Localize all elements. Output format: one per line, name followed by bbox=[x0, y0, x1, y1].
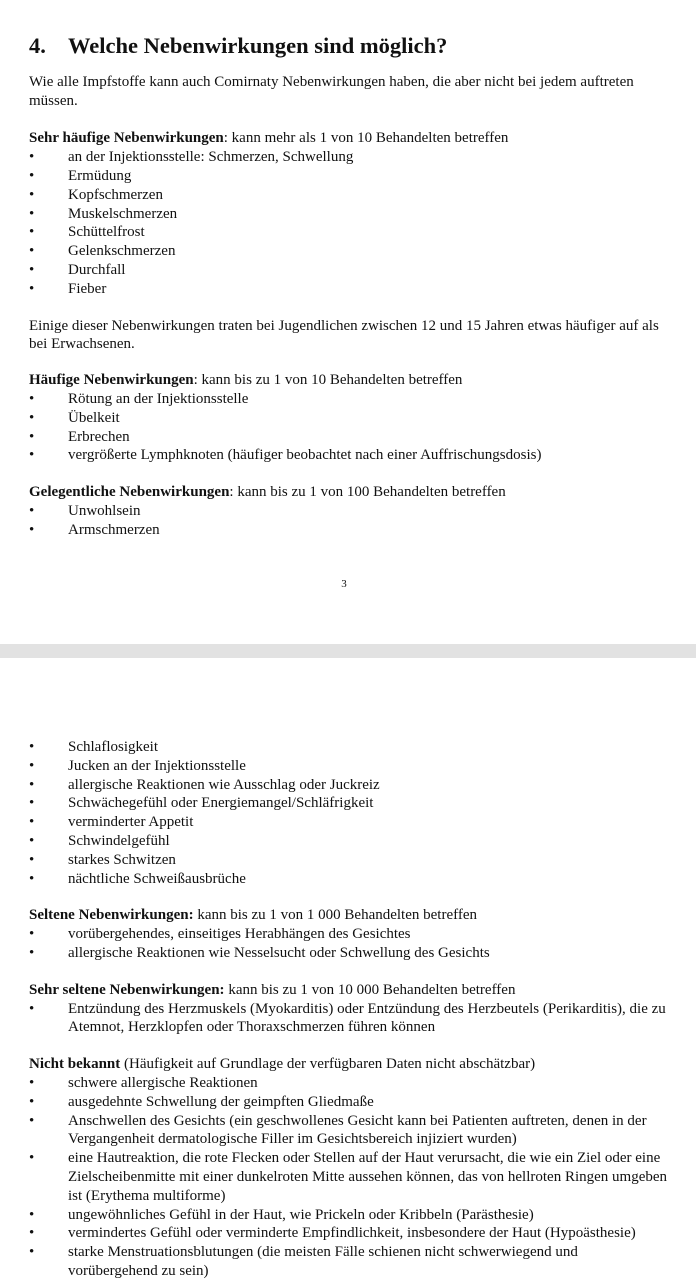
bullet-icon: • bbox=[29, 1244, 35, 1261]
page-2-content bbox=[29, 738, 669, 1281]
list-item-text: allergische Reaktionen wie Ausschlag oder Juckreiz bbox=[68, 776, 380, 793]
list-item bbox=[29, 390, 669, 409]
list-item-text: Schlaflosigkeit bbox=[68, 739, 158, 755]
unknown-desc: (Häufigkeit auf Grundlage der verfügbaren Daten nicht abschätzbar) bbox=[120, 1056, 536, 1073]
list-item bbox=[29, 186, 669, 205]
list-item bbox=[29, 851, 669, 870]
bullet-icon: • bbox=[29, 739, 35, 755]
bullet-icon: • bbox=[29, 1150, 35, 1167]
very-rare-list bbox=[29, 1000, 669, 1038]
list-item-text: Rötung an der Injektionsstelle bbox=[68, 390, 249, 407]
list-item bbox=[29, 280, 669, 299]
unknown-header bbox=[29, 1055, 669, 1074]
list-item bbox=[29, 1000, 669, 1038]
list-item-text: ausgedehnte Schwellung der geimpften Gliedmaße bbox=[68, 1093, 374, 1110]
list-item bbox=[29, 446, 669, 465]
list-item-text: an der Injektionsstelle: Schmerzen, Schwellung bbox=[68, 149, 354, 166]
bullet-icon: • bbox=[29, 261, 35, 278]
section-title: Welche Nebenwirkungen sind möglich? bbox=[68, 33, 448, 58]
list-item bbox=[29, 521, 669, 540]
bullet-icon: • bbox=[29, 776, 35, 793]
very-common-title: Sehr häufige Nebenwirkungen bbox=[29, 130, 224, 147]
bullet-icon: • bbox=[29, 521, 35, 538]
bullet-icon: • bbox=[29, 167, 35, 184]
list-item-text: Schwächegefühl oder Energiemangel/Schläfrigkeit bbox=[68, 795, 374, 812]
bullet-icon: • bbox=[29, 1074, 35, 1091]
list-item-text: eine Hautreaktion, die rote Flecken oder Stellen auf der Haut verursacht, die wie ein Ziel oder eine Zielscheibenmitte mit einer dunkelroten Mitte aussehen können, das von hellroten Ringen umgeben ist (Erythema multiforme) bbox=[68, 1150, 668, 1204]
uncommon-list bbox=[29, 502, 669, 540]
bullet-icon: • bbox=[29, 1225, 35, 1242]
bullet-icon: • bbox=[29, 502, 35, 519]
list-item-text: Jucken an der Injektionsstelle bbox=[68, 757, 246, 774]
list-item-text: Ermüdung bbox=[68, 167, 132, 184]
list-item-text: Fieber bbox=[68, 280, 107, 297]
common-desc: : kann bis zu 1 von 10 Behandelten betreffen bbox=[193, 372, 463, 389]
bullet-icon: • bbox=[29, 447, 35, 464]
common-list bbox=[29, 390, 669, 465]
list-item-text: allergische Reaktionen wie Nesselsucht oder Schwellung des Gesichts bbox=[68, 944, 490, 961]
bullet-icon: • bbox=[29, 409, 35, 426]
list-item bbox=[29, 813, 669, 832]
rare-title: Seltene Nebenwirkungen: bbox=[29, 907, 194, 924]
list-item-text: Entzündung des Herzmuskels (Myokarditis) oder Entzündung des Herzbeutels (Perikarditis), die zu Atemnot, Herzklopfen oder Thoraxschmerzen führen können bbox=[68, 1000, 666, 1036]
list-item-text: Unwohlsein bbox=[68, 502, 141, 519]
section-heading bbox=[29, 33, 669, 58]
list-item bbox=[29, 832, 669, 851]
very-common-list bbox=[29, 148, 669, 298]
unknown-list bbox=[29, 1074, 669, 1281]
very-rare-title: Sehr seltene Nebenwirkungen: bbox=[29, 981, 225, 998]
list-item bbox=[29, 1243, 669, 1281]
bullet-icon: • bbox=[29, 390, 35, 407]
list-item bbox=[29, 776, 669, 795]
bullet-icon: • bbox=[29, 205, 35, 222]
bullet-icon: • bbox=[29, 944, 35, 961]
very-rare-desc: kann bis zu 1 von 10 000 Behandelten betreffen bbox=[224, 981, 516, 998]
uncommon-desc: : kann bis zu 1 von 100 Behandelten betreffen bbox=[229, 484, 506, 501]
list-item-text: Muskelschmerzen bbox=[68, 205, 178, 222]
bullet-icon: • bbox=[29, 1000, 35, 1017]
very-common-header bbox=[29, 129, 669, 148]
common-header bbox=[29, 371, 669, 390]
list-item-text: starke Menstruationsblutungen (die meisten Fälle schienen nicht schwerwiegend und vorübergehend zu sein) bbox=[68, 1244, 578, 1279]
list-item-text: starkes Schwitzen bbox=[68, 851, 176, 868]
list-item bbox=[29, 1149, 669, 1205]
list-item bbox=[29, 409, 669, 428]
very-common-note: Einige dieser Nebenwirkungen traten bei Jugendlichen zwischen 12 und 15 Jahren etwas häufiger auf als bei Erwachsenen. bbox=[29, 317, 659, 353]
list-item-text: vermindertes Gefühl oder verminderte Empfindlichkeit, insbesondere der Haut (Hypoästhesie) bbox=[68, 1225, 636, 1242]
list-item-text: vergrößerte Lymphknoten (häufiger beobachtet nach einer Auffrischungsdosis) bbox=[68, 447, 542, 464]
bullet-icon: • bbox=[29, 149, 35, 166]
document-page-2 bbox=[0, 658, 696, 1287]
rare-desc: kann bis zu 1 von 1 000 Behandelten betreffen bbox=[193, 907, 477, 924]
bullet-icon: • bbox=[29, 224, 35, 241]
list-item bbox=[29, 870, 669, 889]
list-item bbox=[29, 1074, 669, 1093]
list-item bbox=[29, 925, 669, 944]
bullet-icon: • bbox=[29, 814, 35, 831]
list-item-text: Erbrechen bbox=[68, 428, 130, 445]
page-1-content bbox=[29, 33, 669, 540]
page-number: 3 bbox=[341, 578, 347, 590]
common-title: Häufige Nebenwirkungen bbox=[29, 372, 194, 389]
very-common-desc: : kann mehr als 1 von 10 Behandelten betreffen bbox=[223, 130, 509, 147]
list-item-text: Armschmerzen bbox=[68, 521, 160, 538]
list-item bbox=[29, 261, 669, 280]
list-item bbox=[29, 1093, 669, 1112]
bullet-icon: • bbox=[29, 757, 35, 774]
rare-list bbox=[29, 925, 669, 963]
list-item bbox=[29, 502, 669, 521]
list-item bbox=[29, 794, 669, 813]
uncommon-header bbox=[29, 483, 669, 502]
list-item bbox=[29, 1224, 669, 1243]
bullet-icon: • bbox=[29, 926, 35, 943]
uncommon-list-continued bbox=[29, 738, 669, 888]
list-item bbox=[29, 148, 669, 167]
bullet-icon: • bbox=[29, 1112, 35, 1129]
list-item-text: ungewöhnliches Gefühl in der Haut, wie Prickeln oder Kribbeln (Parästhesie) bbox=[68, 1206, 534, 1223]
bullet-icon: • bbox=[29, 1206, 35, 1223]
list-item-text: Gelenkschmerzen bbox=[68, 243, 176, 260]
list-item-text: Kopfschmerzen bbox=[68, 186, 163, 203]
bullet-icon: • bbox=[29, 428, 35, 445]
list-item bbox=[29, 205, 669, 224]
uncommon-title: Gelegentliche Nebenwirkungen bbox=[29, 484, 230, 501]
section-number: 4. bbox=[29, 33, 46, 58]
list-item-text: Durchfall bbox=[68, 261, 126, 278]
list-item bbox=[29, 242, 669, 261]
list-item-text: Schüttelfrost bbox=[68, 224, 145, 241]
list-item bbox=[29, 944, 669, 963]
list-item-text: Übelkeit bbox=[68, 409, 120, 426]
list-item-text: nächtliche Schweißausbrüche bbox=[68, 870, 246, 887]
very-rare-header bbox=[29, 981, 669, 1000]
bullet-icon: • bbox=[29, 851, 35, 868]
list-item-text: Anschwellen des Gesichts (ein geschwollenes Gesicht kann bei Patienten auftreten, denen in der Vergangenheit dermatologische Filler im Gesichtsbereich injiziert wurden) bbox=[68, 1112, 647, 1148]
bullet-icon: • bbox=[29, 280, 35, 297]
list-item bbox=[29, 1112, 669, 1150]
page-separator bbox=[0, 644, 696, 658]
unknown-title: Nicht bekannt bbox=[29, 1056, 121, 1073]
bullet-icon: • bbox=[29, 870, 35, 887]
list-item bbox=[29, 1206, 669, 1225]
rare-header bbox=[29, 906, 669, 925]
list-item bbox=[29, 757, 669, 776]
list-item-text: Schwindelgefühl bbox=[68, 832, 170, 849]
list-item-text: schwere allergische Reaktionen bbox=[68, 1074, 258, 1091]
list-item bbox=[29, 167, 669, 186]
bullet-icon: • bbox=[29, 186, 35, 203]
list-item bbox=[29, 223, 669, 242]
bullet-icon: • bbox=[29, 795, 35, 812]
list-item-text: verminderter Appetit bbox=[68, 814, 194, 831]
intro-paragraph: Wie alle Impfstoffe kann auch Comirnaty Nebenwirkungen haben, die aber nicht bei jedem auftreten müssen. bbox=[29, 73, 634, 109]
list-item-text: vorübergehendes, einseitiges Herabhängen des Gesichtes bbox=[68, 926, 411, 943]
list-item bbox=[29, 428, 669, 447]
bullet-icon: • bbox=[29, 243, 35, 260]
list-item bbox=[29, 738, 669, 757]
bullet-icon: • bbox=[29, 832, 35, 849]
bullet-icon: • bbox=[29, 1093, 35, 1110]
